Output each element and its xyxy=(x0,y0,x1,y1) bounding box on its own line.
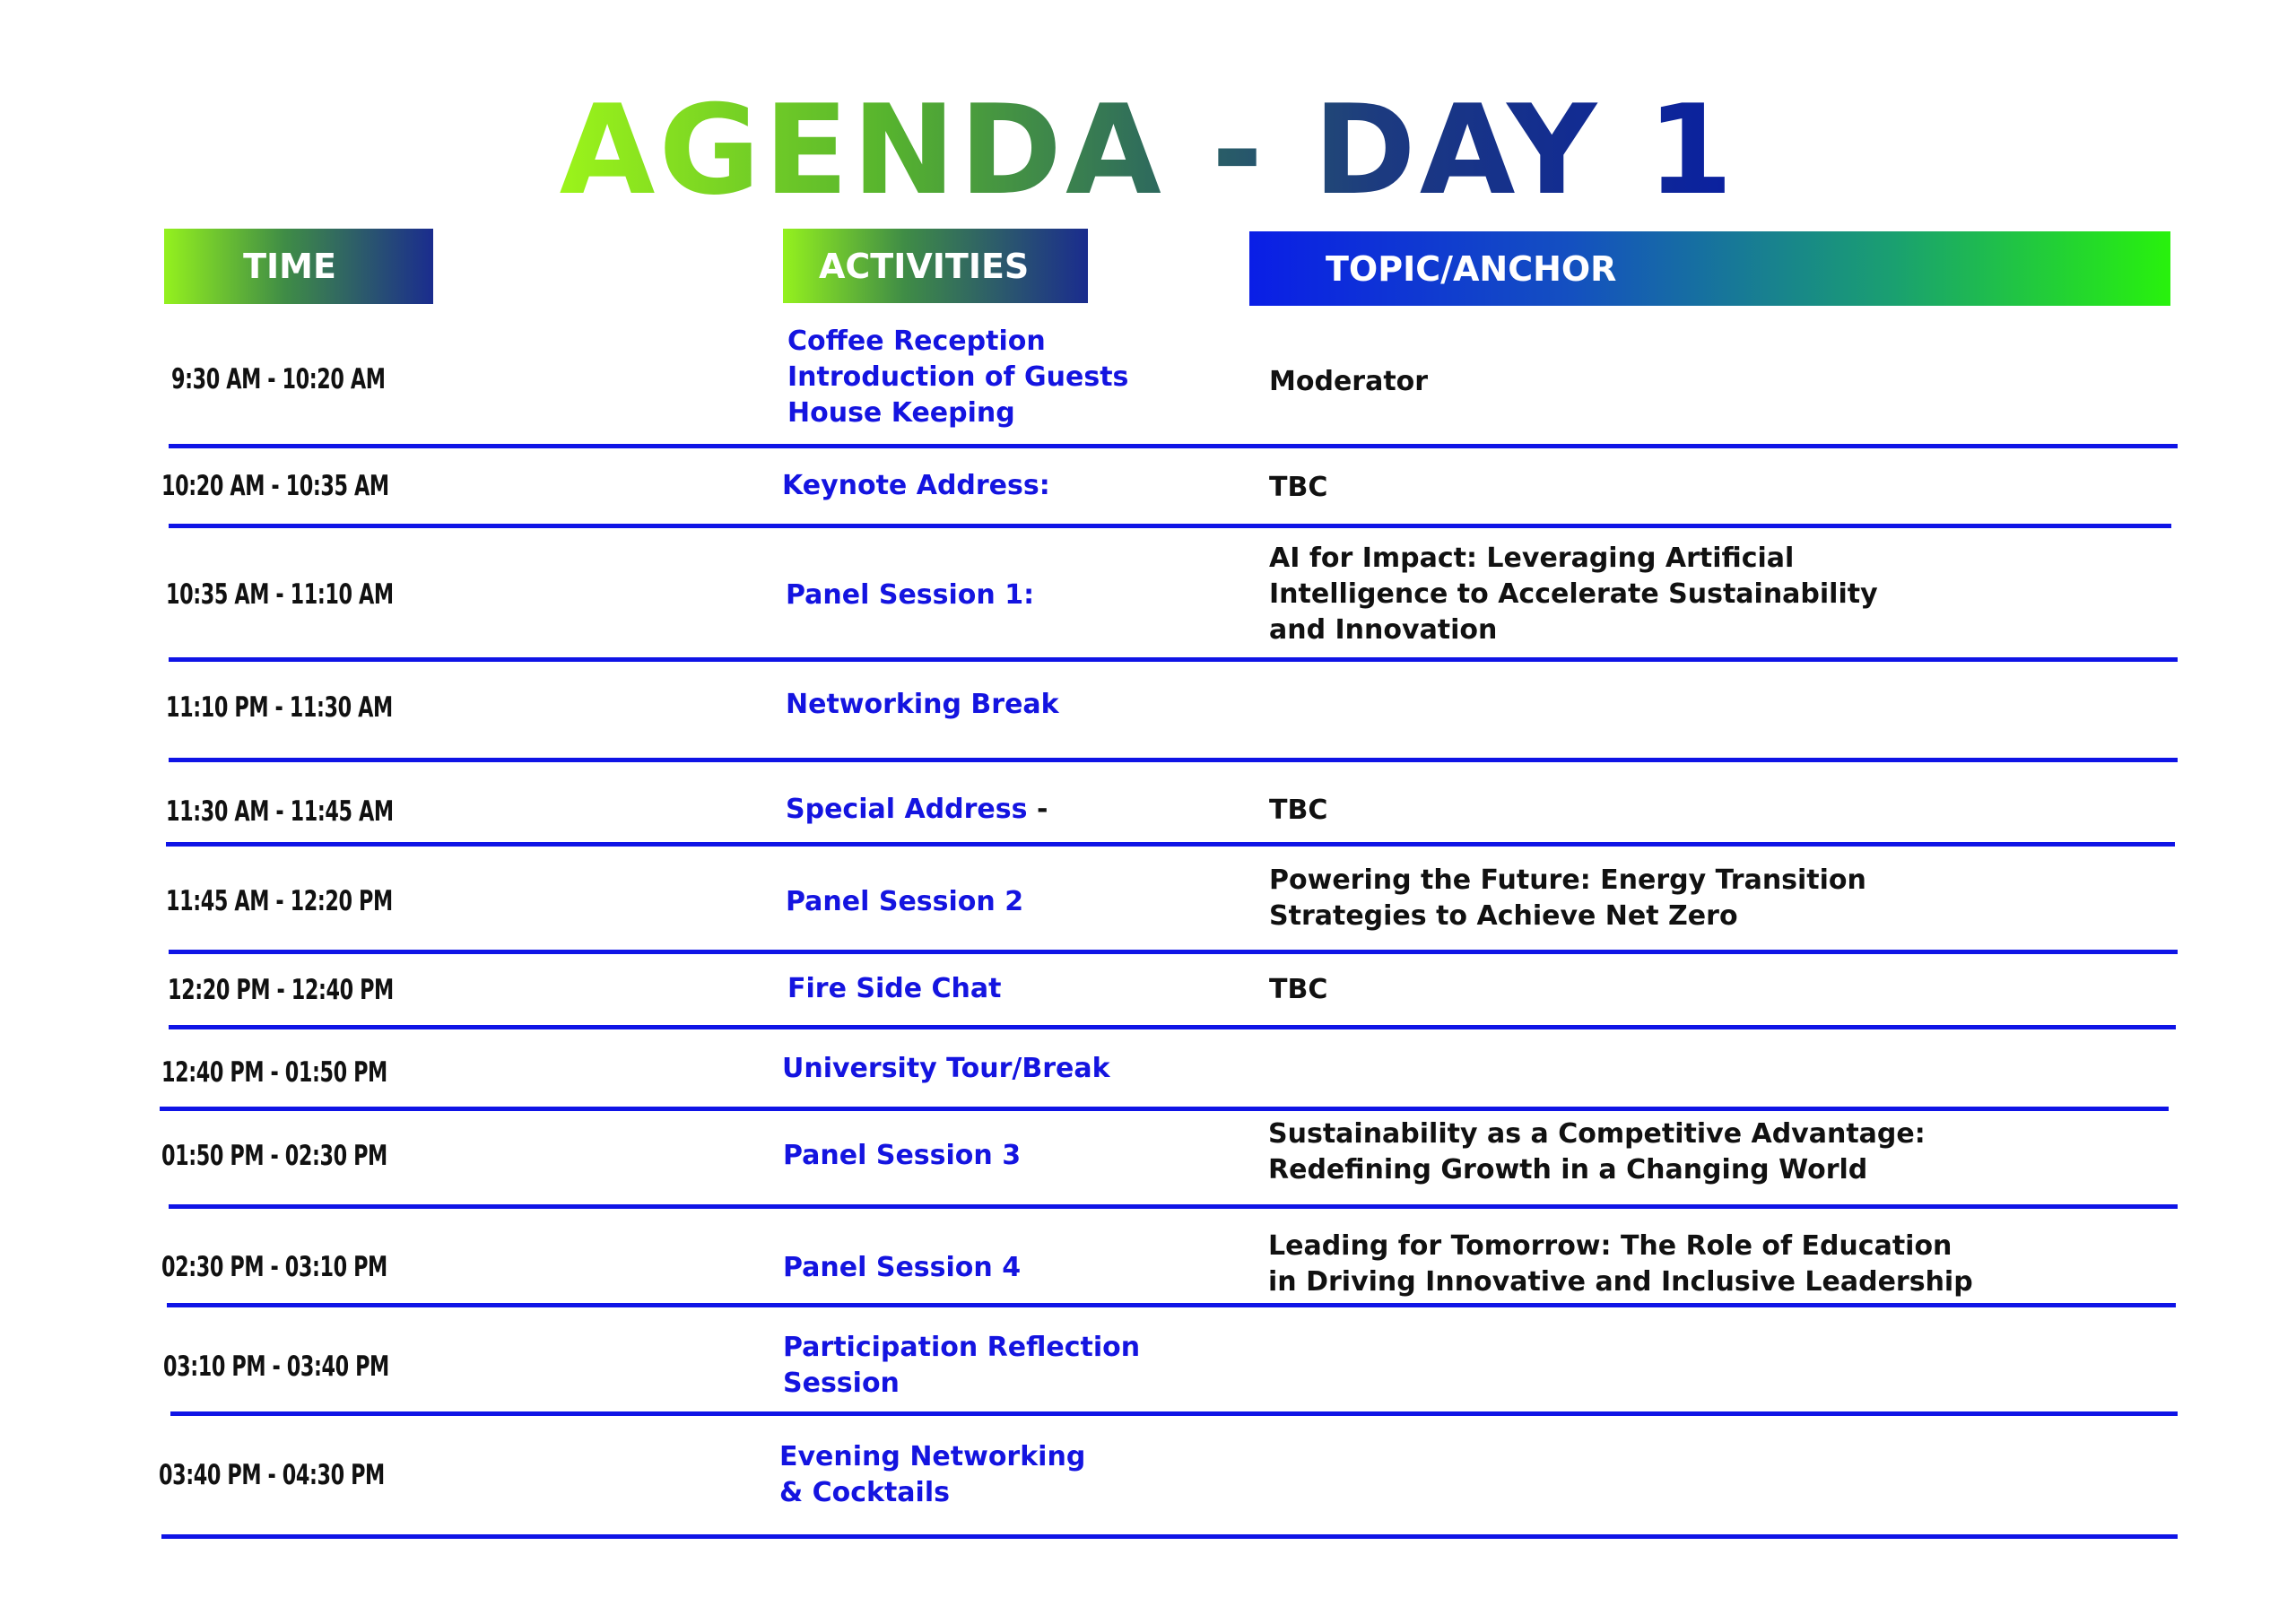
row-divider xyxy=(166,842,2175,847)
row-topic-line: Strategies to Achieve Net Zero xyxy=(1269,900,1738,932)
row-activity xyxy=(786,687,1059,723)
row-activity-line: & Cocktails xyxy=(779,1477,950,1508)
row-time: 12:20 PM - 12:40 PM xyxy=(168,974,394,1006)
row-topic-line: in Driving Innovative and Inclusive Leadership xyxy=(1268,1266,1973,1298)
row-activity-line: Evening Networking xyxy=(779,1441,1086,1472)
row-time: 03:40 PM - 04:30 PM xyxy=(159,1459,385,1491)
row-activity-line: Session xyxy=(783,1368,900,1399)
row-divider xyxy=(169,444,2178,448)
row-time: 9:30 AM - 10:20 AM xyxy=(171,363,386,395)
row-activity-line: Keynote Address: xyxy=(782,470,1050,501)
row-topic xyxy=(1269,972,1327,1008)
row-time: 10:35 AM - 11:10 AM xyxy=(166,578,394,611)
row-activity-line xyxy=(786,792,1048,828)
row-activity xyxy=(786,884,1023,920)
header-time: TIME xyxy=(164,229,433,304)
row-activity-line: Panel Session 2 xyxy=(786,886,1024,917)
page-title xyxy=(0,79,2296,222)
row-activity-line: University Tour/Break xyxy=(782,1053,1110,1084)
row-topic xyxy=(1269,364,1428,400)
row-activity xyxy=(786,578,1034,613)
row-topic xyxy=(1269,470,1327,506)
row-activity xyxy=(783,1250,1021,1286)
row-topic-line: Moderator xyxy=(1269,366,1429,397)
row-topic xyxy=(1269,541,1878,648)
row-divider xyxy=(169,657,2178,662)
row-topic xyxy=(1268,1116,1926,1188)
row-activity-line: Coffee Reception xyxy=(787,326,1046,357)
row-time: 11:30 AM - 11:45 AM xyxy=(166,795,394,828)
row-activity xyxy=(783,1138,1021,1174)
row-topic xyxy=(1269,793,1327,829)
row-divider xyxy=(169,950,2178,954)
row-time: 12:40 PM - 01:50 PM xyxy=(161,1056,387,1089)
row-activity xyxy=(787,324,1128,431)
row-divider xyxy=(169,758,2178,762)
row-time: 11:10 PM - 11:30 AM xyxy=(166,691,393,724)
row-topic-line: AI for Impact: Leveraging Artificial xyxy=(1269,543,1795,574)
page-title-text: AGENDA - DAY 1 xyxy=(559,78,1737,222)
row-divider xyxy=(167,1303,2176,1307)
header-activities: ACTIVITIES xyxy=(783,229,1088,303)
row-topic-line: Intelligence to Accelerate Sustainability xyxy=(1269,578,1878,610)
row-topic-line: Redefining Growth in a Changing World xyxy=(1268,1154,1868,1185)
row-time: 02:30 PM - 03:10 PM xyxy=(161,1251,387,1283)
row-activity-line: Panel Session 1: xyxy=(786,579,1035,611)
row-activity xyxy=(786,792,1048,828)
row-topic-line: Leading for Tomorrow: The Role of Education xyxy=(1268,1230,1952,1262)
row-time: 03:10 PM - 03:40 PM xyxy=(163,1350,389,1383)
row-activity-line: Networking Break xyxy=(786,689,1059,720)
row-divider xyxy=(169,524,2171,528)
row-divider xyxy=(160,1107,2169,1111)
row-activity-line: House Keeping xyxy=(787,397,1015,429)
row-topic-line: TBC xyxy=(1269,795,1328,826)
row-activity xyxy=(782,1051,1110,1087)
row-time: 01:50 PM - 02:30 PM xyxy=(161,1140,387,1172)
row-divider xyxy=(170,1411,2178,1416)
row-activity-line: Participation Reflection xyxy=(783,1332,1141,1363)
row-activity xyxy=(787,971,1001,1007)
row-activity-line: Panel Session 4 xyxy=(783,1252,1022,1283)
row-activity xyxy=(779,1439,1085,1511)
row-activity xyxy=(783,1330,1140,1402)
row-topic-line: Sustainability as a Competitive Advantage: xyxy=(1268,1118,1926,1150)
row-activity-line: Panel Session 3 xyxy=(783,1140,1022,1171)
row-time: 11:45 AM - 12:20 PM xyxy=(166,885,393,917)
row-topic xyxy=(1268,1229,1973,1300)
row-divider xyxy=(169,1025,2176,1029)
row-activity-line: Introduction of Guests xyxy=(787,361,1129,393)
row-topic-line: TBC xyxy=(1269,472,1328,503)
row-topic xyxy=(1269,863,1866,934)
row-activity-text: Special Address xyxy=(786,794,1028,825)
row-activity-suffix: - xyxy=(1027,794,1048,825)
table-bottom-divider xyxy=(161,1534,2178,1539)
row-time: 10:20 AM - 10:35 AM xyxy=(161,470,389,502)
row-activity xyxy=(782,468,1050,504)
row-divider xyxy=(169,1204,2178,1209)
header-topic-anchor: TOPIC/ANCHOR xyxy=(1249,231,2170,306)
row-topic-line: Powering the Future: Energy Transition xyxy=(1269,864,1866,896)
row-activity-line: Fire Side Chat xyxy=(787,973,1002,1004)
row-topic-line: and Innovation xyxy=(1269,614,1498,646)
row-topic-line: TBC xyxy=(1269,974,1328,1005)
